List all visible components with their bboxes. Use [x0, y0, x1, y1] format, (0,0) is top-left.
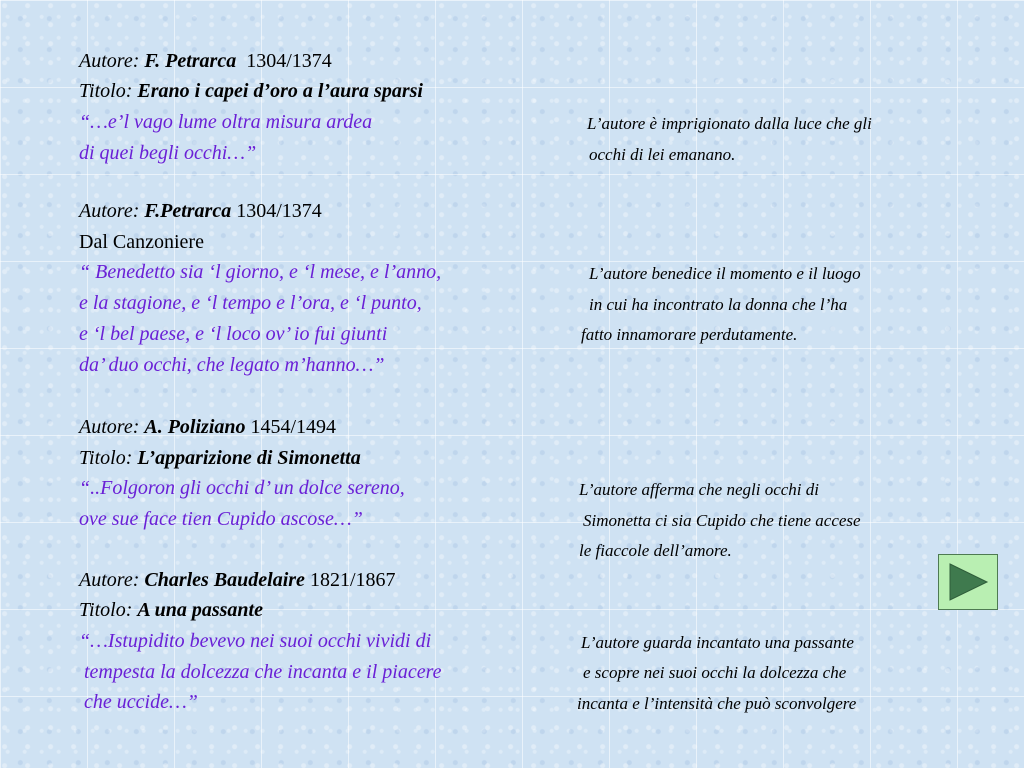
quote-line: “..Folgoron gli occhi d’ un dolce sereno,	[79, 477, 405, 499]
quote-line: e la stagione, e ‘l tempo e l’ora, e ‘l punto,	[79, 292, 422, 314]
title-label: Titolo:	[79, 80, 133, 102]
gloss-line: in cui ha incontrato la donna che l’ha	[589, 295, 848, 314]
entry-4-author-line	[79, 570, 396, 590]
quote-line: di quei begli occhi…”	[79, 142, 257, 164]
quote-line: “…e’l vago lume oltra misura ardea	[79, 111, 373, 133]
entry-4-title-line	[79, 600, 263, 620]
title-label: Titolo:	[79, 599, 133, 621]
author-years: 1304/1374	[236, 200, 322, 222]
gloss-line: L’autore benedice il momento e il luogo	[589, 264, 861, 283]
quote-line: e ‘l bel paese, e ‘l loco ov’ io fui giunti	[79, 323, 388, 345]
gloss-line: L’autore è imprigionato dalla luce che gli	[587, 114, 872, 133]
entry-2-author-line	[79, 201, 322, 221]
entry-1-title-line	[79, 81, 423, 101]
gloss-line: Simonetta ci sia Cupido che tiene accese	[583, 511, 861, 530]
gloss-line: incanta e l’intensità che può sconvolgere	[577, 694, 857, 713]
author-years: 1821/1867	[309, 569, 396, 591]
next-slide-button[interactable]	[938, 554, 998, 610]
gloss-line: e scopre nei suoi occhi la dolcezza che	[583, 663, 847, 682]
author-name: F. Petrarca	[144, 50, 237, 72]
poem-title: L’apparizione di Simonetta	[137, 447, 361, 469]
entry-2-source-line: Dal Canzoniere	[79, 231, 204, 253]
author-name: A. Poliziano	[144, 416, 246, 438]
entry-3-title-line	[79, 448, 361, 468]
title-label: Titolo:	[79, 447, 133, 469]
poem-title: Erano i capei d’oro a l’aura sparsi	[137, 80, 423, 102]
gloss-line: L’autore afferma che negli occhi di	[579, 480, 819, 499]
author-years: 1454/1494	[250, 416, 337, 438]
author-label: Autore:	[79, 569, 140, 591]
quote-line: “…Istupidito bevevo nei suoi occhi vividi di	[79, 630, 432, 652]
play-triangle-icon	[946, 562, 990, 602]
gloss-line: le fiaccole dell’amore.	[579, 541, 732, 560]
quote-line: che uccide…”	[79, 691, 198, 713]
entry-1-author-line	[79, 51, 332, 71]
quote-line: “ Benedetto sia ‘l giorno, e ‘l mese, e l’anno,	[79, 261, 442, 283]
quote-line: da’ duo occhi, che legato m’hanno…”	[79, 354, 385, 376]
author-label: Autore:	[79, 416, 140, 438]
author-name: F.Petrarca	[144, 200, 232, 222]
poem-title: A una passante	[137, 599, 263, 621]
entry-3-author-line	[79, 417, 336, 437]
author-label: Autore:	[79, 50, 140, 72]
gloss-line: fatto innamorare perdutamente.	[581, 325, 798, 344]
author-name: Charles Baudelaire	[144, 569, 305, 591]
gloss-line: L’autore guarda incantato una passante	[581, 633, 854, 652]
quote-line: ove sue face tien Cupido ascose…”	[79, 508, 363, 530]
author-label: Autore:	[79, 200, 140, 222]
gloss-line: occhi di lei emanano.	[589, 145, 736, 164]
quote-line: tempesta la dolcezza che incanta e il piacere	[79, 661, 442, 683]
author-years: 1304/1374	[246, 50, 332, 72]
